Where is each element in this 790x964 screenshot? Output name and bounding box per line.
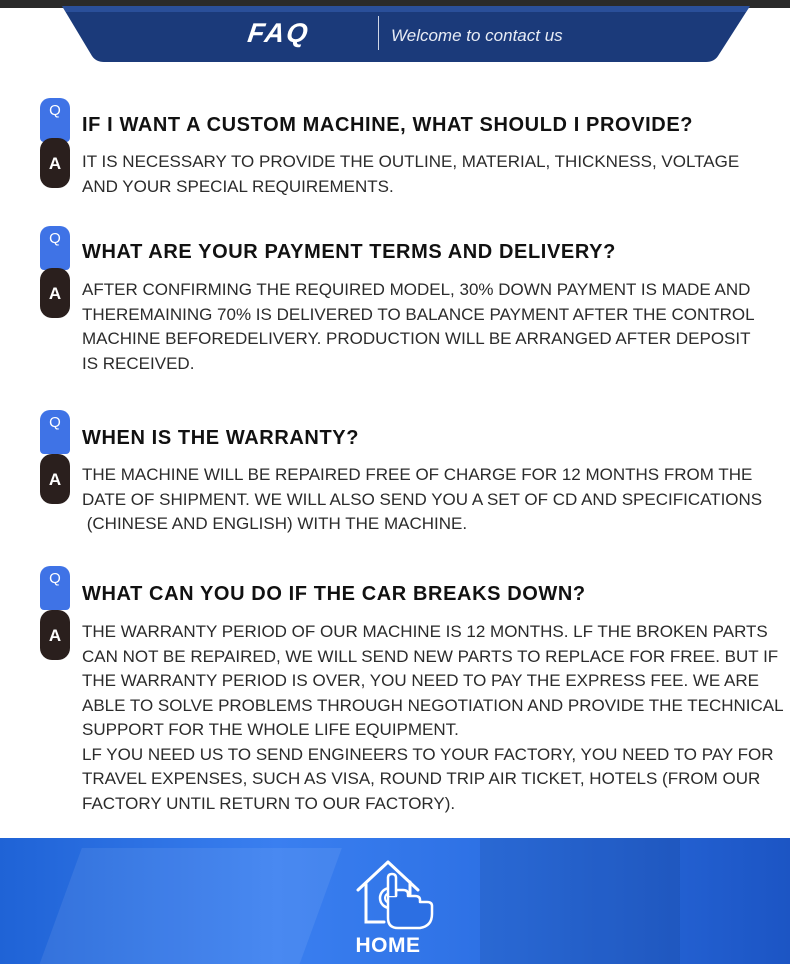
- faq-question: WHAT CAN YOU DO IF THE CAR BREAKS DOWN?: [82, 583, 586, 605]
- faq-answer: [82, 278, 772, 376]
- faq-question: WHEN IS THE WARRANTY?: [82, 427, 360, 449]
- answer-line: SUPPORT FOR THE WHOLE LIFE EQUIPMENT.: [82, 720, 459, 739]
- answer-line: (CHINESE AND ENGLISH) WITH THE MACHINE.: [82, 514, 468, 533]
- footer-background-shape: [480, 838, 680, 964]
- question-badge: Q: [40, 98, 70, 142]
- answer-line: MACHINE BEFOREDELIVERY. PRODUCTION WILL BE ARRANGED AFTER DEPOSIT: [82, 329, 751, 348]
- answer-line: IT IS NECESSARY TO PROVIDE THE OUTLINE, MATERIAL, THICKNESS, VOLTAGE: [82, 152, 740, 171]
- answer-line: LF YOU NEED US TO SEND ENGINEERS TO YOUR FACTORY, YOU NEED TO PAY FOR: [82, 744, 774, 764]
- answer-line: CAN NOT BE REPAIRED, WE WILL SEND NEW PARTS TO REPLACE FOR FREE. BUT IF: [82, 646, 779, 666]
- home-label[interactable]: HOME: [355, 934, 421, 957]
- answer-line: ABLE TO SOLVE PROBLEMS THROUGH NEGOTIATION AND PROVIDE THE TECHNICAL: [82, 695, 784, 715]
- answer-line: THE WARRANTY PERIOD OF OUR MACHINE IS 12 MONTHS. LF THE BROKEN PARTS: [82, 622, 768, 641]
- faq-banner: [0, 0, 790, 64]
- answer-line: DATE OF SHIPMENT. WE WILL ALSO SEND YOU A SET OF CD AND SPECIFICATIONS: [82, 489, 763, 509]
- faq-question: IF I WANT A CUSTOM MACHINE, WHAT SHOULD I PROVIDE?: [82, 114, 694, 136]
- answer-badge: A: [40, 268, 70, 318]
- banner-subtitle: Welcome to contact us: [391, 26, 563, 45]
- home-touch-icon[interactable]: [350, 848, 440, 930]
- answer-badge: A: [40, 138, 70, 188]
- answer-badge: A: [40, 454, 70, 504]
- faq-question: WHAT ARE YOUR PAYMENT TERMS AND DELIVERY?: [82, 241, 616, 263]
- answer-line: FACTORY UNTIL RETURN TO OUR FACTORY).: [82, 793, 456, 813]
- question-badge: Q: [40, 566, 70, 610]
- footer-background-shape: [38, 848, 342, 964]
- answer-line: AFTER CONFIRMING THE REQUIRED MODEL, 30% DOWN PAYMENT IS MADE AND: [82, 280, 751, 299]
- answer-line: THEREMAINING 70% IS DELIVERED TO BALANCE PAYMENT AFTER THE CONTROL: [82, 304, 755, 324]
- question-badge: Q: [40, 410, 70, 454]
- answer-line: TRAVEL EXPENSES, SUCH AS VISA, ROUND TRIP AIR TICKET, HOTELS (FROM OUR: [82, 769, 761, 788]
- answer-line: IS RECEIVED.: [82, 353, 195, 373]
- banner-divider: [378, 16, 379, 50]
- question-badge: Q: [40, 226, 70, 270]
- answer-line: AND YOUR SPECIAL REQUIREMENTS.: [82, 176, 394, 196]
- faq-answer: [82, 150, 772, 199]
- answer-line: THE WARRANTY PERIOD IS OVER, YOU NEED TO PAY THE EXPRESS FEE. WE ARE: [82, 671, 760, 690]
- banner-title: FAQ: [245, 18, 312, 48]
- faq-answer: [82, 620, 784, 816]
- faq-answer: [82, 463, 772, 537]
- answer-badge: A: [40, 610, 70, 660]
- answer-line: THE MACHINE WILL BE REPAIRED FREE OF CHARGE FOR 12 MONTHS FROM THE: [82, 465, 753, 484]
